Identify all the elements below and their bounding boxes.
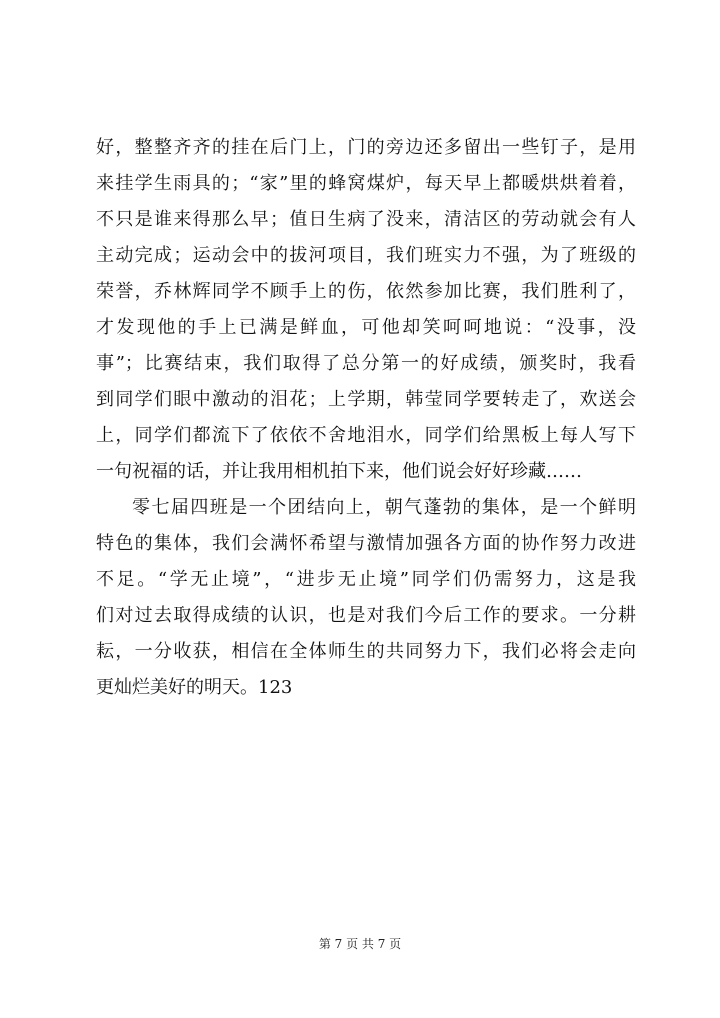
paragraph-line: 耘，一分收获，相信在全体师生的共同努力下，我们必将会走向 <box>96 641 636 662</box>
paragraph-line: 更灿烂美好的明天。123 <box>96 677 293 698</box>
paragraph-line: 不足。“学无止境”，“进步无止境”同学们仍需努力，这是我 <box>96 569 636 590</box>
paragraph-line: 好，整整齐齐的挂在后门上，门的旁边还多留出一些钉子，是用 <box>96 137 636 158</box>
paragraph-line: 上，同学们都流下了依依不舍地泪水，同学们给黑板上每人写下 <box>96 425 636 446</box>
page-footer <box>0 935 720 953</box>
paragraph-line: 一句祝福的话，并让我用相机拍下来，他们说会好好珍藏…… <box>96 461 582 482</box>
paragraph-line: 不只是谁来得那么早；值日生病了没来，清洁区的劳动就会有人 <box>96 209 636 230</box>
paragraph-line: 事”；比赛结束，我们取得了总分第一的好成绩，颁奖时，我看 <box>96 353 636 374</box>
paragraph-line: 来挂学生雨具的；“家”里的蜂窝煤炉，每天早上都暖烘烘着着， <box>96 173 636 194</box>
paragraph-1 <box>96 130 636 490</box>
paragraph-line: 荣誉，乔林辉同学不顾手上的伤，依然参加比赛，我们胜利了， <box>96 281 636 302</box>
paragraph-line: 特色的集体，我们会满怀希望与激情加强各方面的协作努力改进 <box>96 533 636 554</box>
paragraph-line: 主动完成；运动会中的拔河项目，我们班实力不强，为了班级的 <box>96 245 636 266</box>
paragraph-line: 们对过去取得成绩的认识，也是对我们今后工作的要求。一分耕 <box>96 605 636 626</box>
paragraph-line: 才发现他的手上已满是鲜血，可他却笑呵呵地说：“没事，没 <box>96 317 636 338</box>
paragraph-2 <box>96 490 636 706</box>
paragraph-line: 到同学们眼中激动的泪花；上学期，韩莹同学要转走了，欢送会 <box>96 389 636 410</box>
page-number-label: 第 7 页 共 7 页 <box>318 937 402 951</box>
paragraph-line: 零七届四班是一个团结向上，朝气蓬勃的集体，是一个鲜明 <box>132 497 636 518</box>
body-text <box>96 130 636 706</box>
